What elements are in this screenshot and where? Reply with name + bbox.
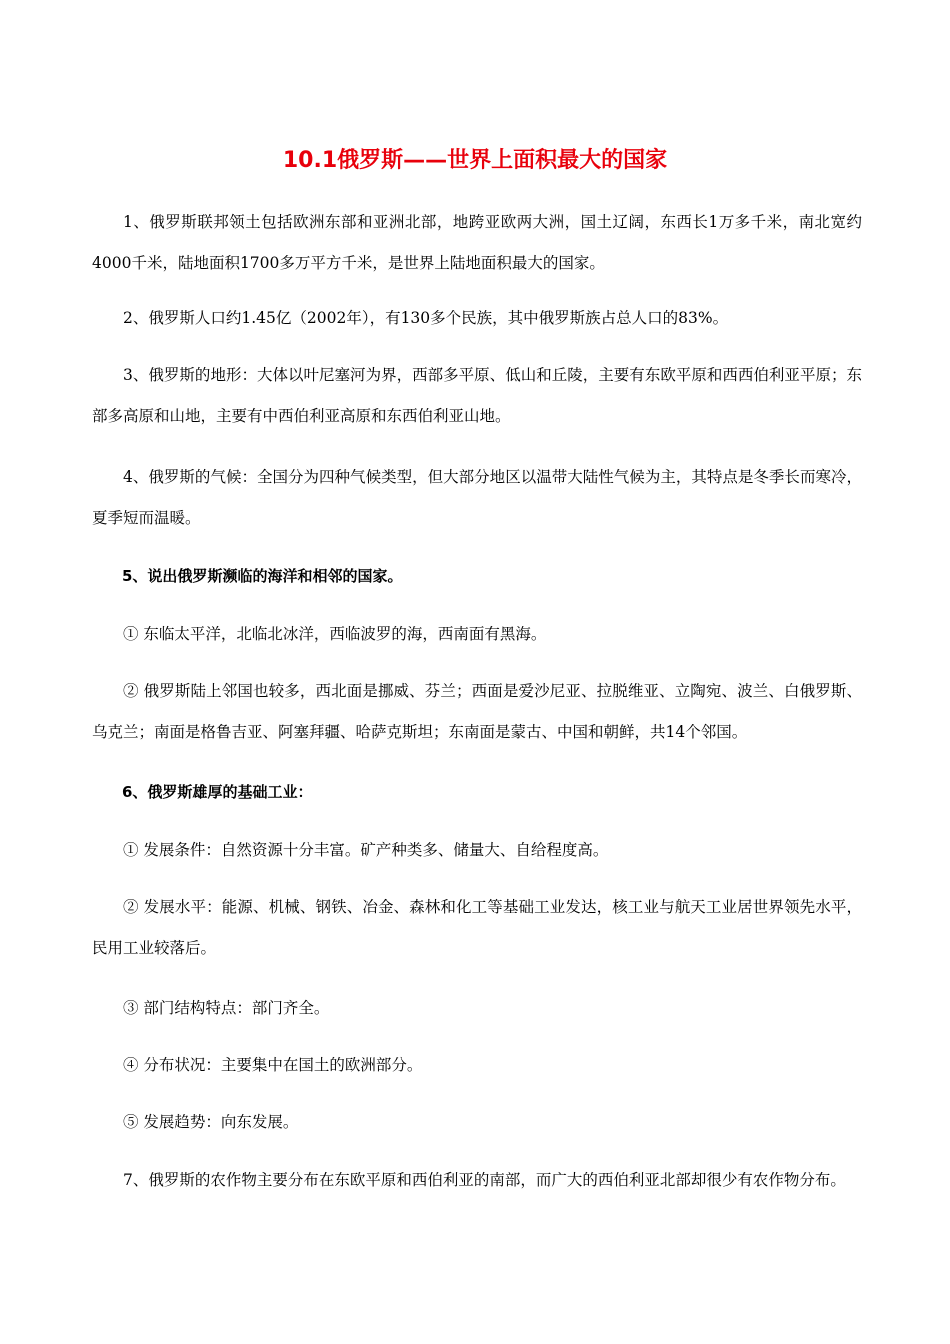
paragraph-industry-conditions: ① 发展条件：自然资源十分丰富。矿产种类多、储量大、自给程度高。 xyxy=(123,841,609,859)
document-title: 10.1俄罗斯——世界上面积最大的国家 xyxy=(282,148,668,173)
heading-industry: 6、俄罗斯雄厚的基础工业： xyxy=(122,783,313,801)
paragraph-agriculture: 7、俄罗斯的农作物主要分布在东欧平原和西伯利亚的南部，而广大的西伯利亚北部却很少有农作物分布。 xyxy=(123,1171,846,1189)
paragraph-population: 2、俄罗斯人口约1.45亿（2002年），有130多个民族，其中俄罗斯族占总人口的83%。 xyxy=(123,309,729,327)
paragraph-industry-distribution: ④ 分布状况：主要集中在国土的欧洲部分。 xyxy=(123,1056,423,1074)
heading-seas-neighbors: 5、说出俄罗斯濒临的海洋和相邻的国家。 xyxy=(122,567,403,585)
paragraph-seas: ① 东临太平洋，北临北冰洋，西临波罗的海，西南面有黑海。 xyxy=(123,625,547,643)
paragraph-industry-trend: ⑤ 发展趋势：向东发展。 xyxy=(123,1113,299,1131)
paragraph-terrain: 3、俄罗斯的地形：大体以叶尼塞河为界，西部多平原、低山和丘陵，主要有东欧平原和西西伯利亚平原；东部多高原和山地，主要有中西伯利亚高原和东西伯利亚山地。 xyxy=(92,366,862,425)
paragraph-climate: 4、俄罗斯的气候：全国分为四种气候类型，但大部分地区以温带大陆性气候为主，其特点是冬季长而寒冷，夏季短而温暖。 xyxy=(92,468,862,527)
paragraph-industry-level: ② 发展水平：能源、机械、钢铁、冶金、森林和化工等基础工业发达，核工业与航天工业居世界领先水平，民用工业较落后。 xyxy=(92,898,862,957)
paragraph-industry-structure: ③ 部门结构特点：部门齐全。 xyxy=(123,999,330,1017)
paragraph-territory: 1、俄罗斯联邦领土包括欧洲东部和亚洲北部，地跨亚欧两大洲，国土辽阔，东西长1万多千米，南北宽约4000千米，陆地面积1700多万平方千米，是世界上陆地面积最大的国家。 xyxy=(92,213,862,272)
paragraph-neighbors: ② 俄罗斯陆上邻国也较多，西北面是挪威、芬兰；西面是爱沙尼亚、拉脱维亚、立陶宛、波兰、白俄罗斯、乌克兰；南面是格鲁吉亚、阿塞拜疆、哈萨克斯坦；东南面是蒙古、中国和朝鲜，共14个邻国。 xyxy=(92,682,862,741)
